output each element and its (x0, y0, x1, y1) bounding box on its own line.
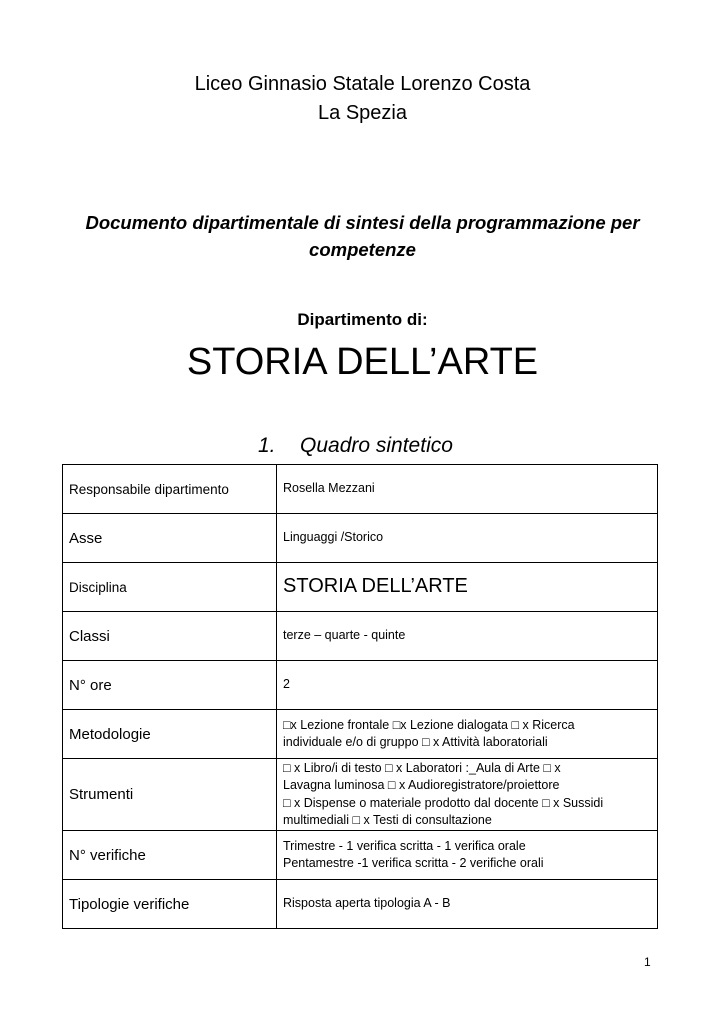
row-value: Rosella Mezzani (277, 465, 658, 514)
table-row (63, 661, 658, 710)
row-key: N° verifiche (63, 831, 277, 880)
row-value: 2 (277, 661, 658, 710)
table-row (63, 831, 658, 880)
section-number: 1. (258, 434, 276, 457)
document-title-line1: Documento dipartimentale di sintesi della programmazione per (85, 212, 640, 233)
table-row (63, 465, 658, 514)
row-key: Tipologie verifiche (63, 880, 277, 929)
table-row (63, 563, 658, 612)
school-header (0, 70, 725, 128)
department-name: STORIA DELL’ARTE (186, 341, 539, 383)
row-key: Responsabile dipartimento (63, 465, 277, 514)
row-key: N° ore (63, 661, 277, 710)
row-value (277, 710, 658, 759)
row-value (277, 759, 658, 831)
row-key: Asse (63, 514, 277, 563)
table-row (63, 880, 658, 929)
value-line: □ x Dispense o materiale prodotto dal docente □ x Sussidi (283, 795, 604, 810)
table-row (63, 710, 658, 759)
school-city: La Spezia (318, 102, 407, 124)
row-key: Classi (63, 612, 277, 661)
value-line: multimediali □ x Testi di consultazione (283, 813, 492, 827)
row-value: STORIA DELL’ARTE (277, 563, 658, 612)
section-heading (258, 434, 453, 458)
row-key: Strumenti (63, 759, 277, 831)
value-line: Lavagna luminosa □ x Audioregistratore/proiettore (283, 778, 560, 792)
table-row (63, 759, 658, 831)
document-title-line2: competenze (309, 239, 416, 260)
row-value: Risposta aperta tipologia A - B (277, 880, 658, 929)
page-number: 1 (644, 955, 651, 969)
row-key: Disciplina (63, 563, 277, 612)
table-row (63, 612, 658, 661)
department-label: Dipartimento di: (297, 310, 428, 329)
document-title (0, 209, 725, 263)
value-line: individuale e/o di gruppo □ x Attività laboratoriali (283, 735, 548, 749)
section-title: Quadro sintetico (300, 434, 453, 457)
row-value: terze – quarte - quinte (277, 612, 658, 661)
row-value: Linguaggi /Storico (277, 514, 658, 563)
row-value (277, 831, 658, 880)
table-row (63, 514, 658, 563)
summary-table (62, 464, 658, 929)
value-line: Trimestre - 1 verifica scritta - 1 verifica orale (283, 838, 526, 853)
value-line: □x Lezione frontale □x Lezione dialogata □ x Ricerca (283, 717, 575, 732)
value-line: Pentamestre -1 verifica scritta - 2 verifiche orali (283, 856, 544, 870)
row-key: Metodologie (63, 710, 277, 759)
value-line: □ x Libro/i di testo □ x Laboratori :_Aula di Arte □ x (283, 760, 561, 775)
school-name: Liceo Ginnasio Statale Lorenzo Costa (194, 73, 531, 95)
